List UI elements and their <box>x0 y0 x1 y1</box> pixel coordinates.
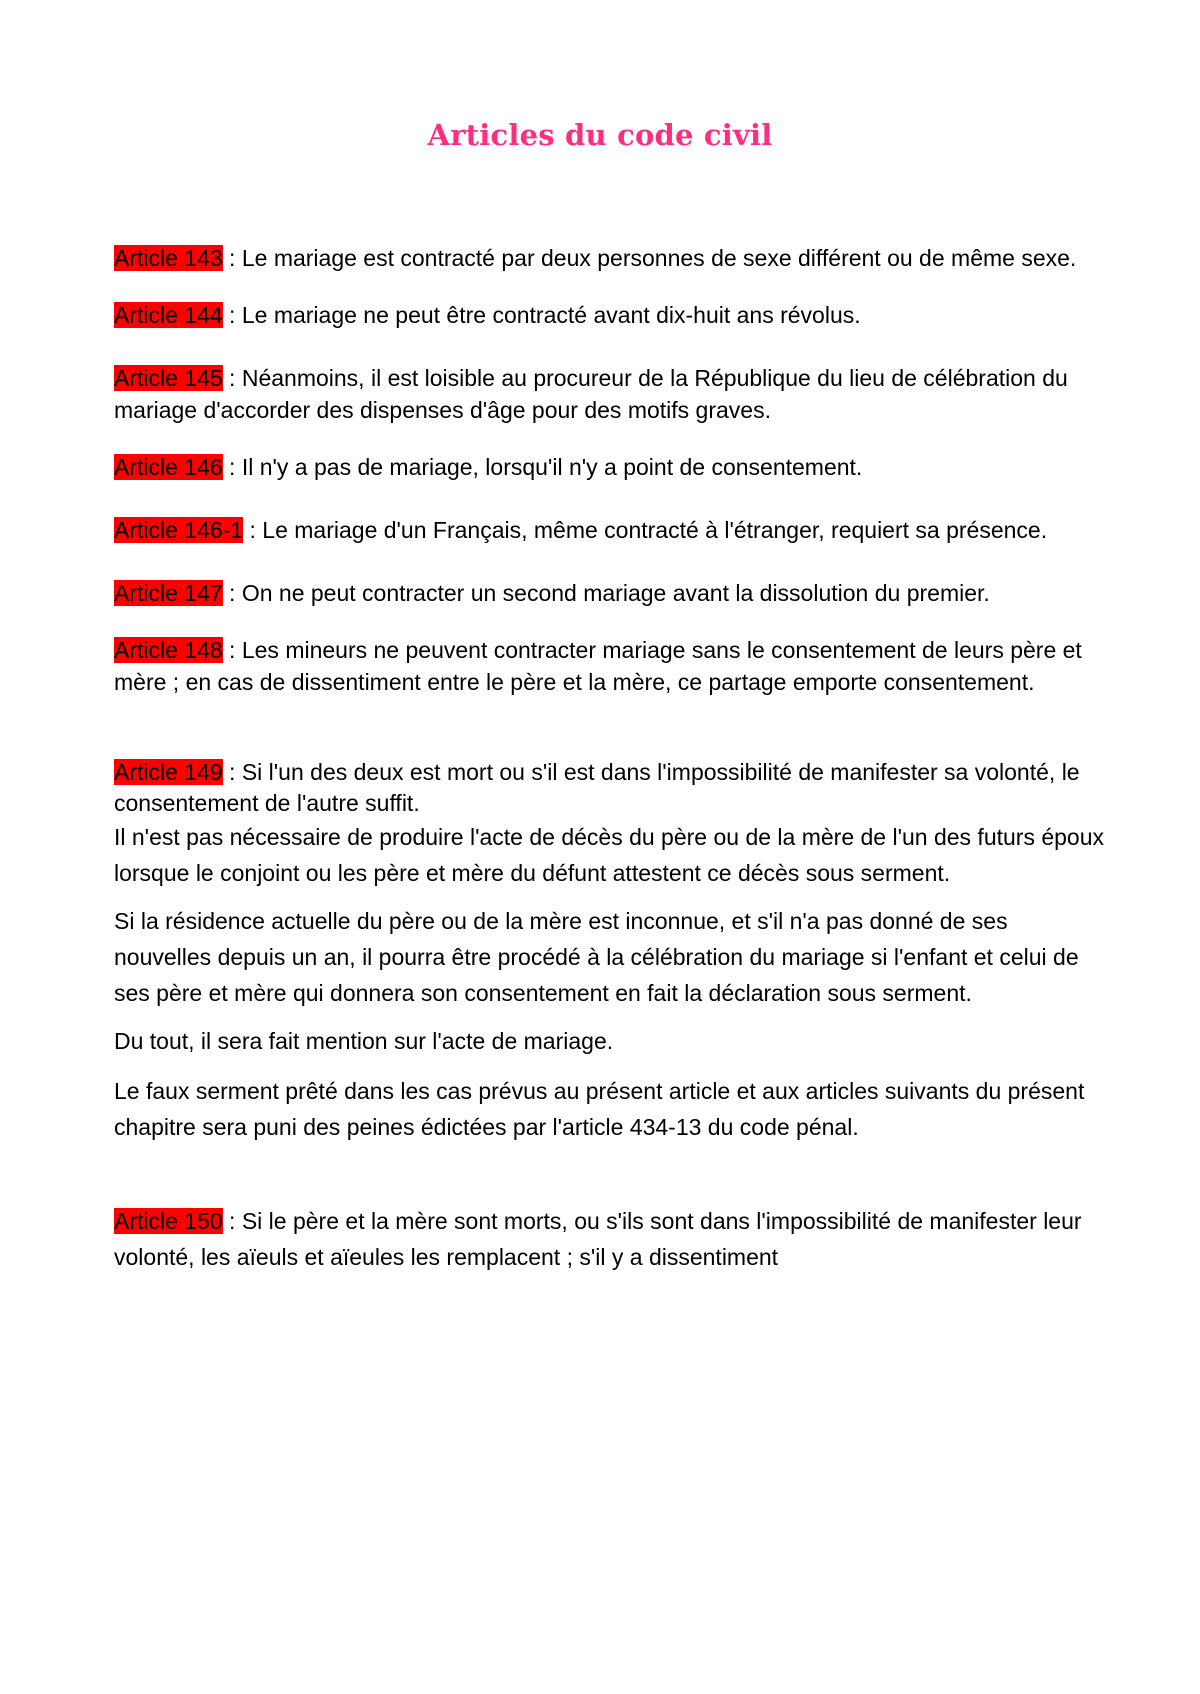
article-149-paragraph: Le faux serment prêté dans les cas prévus au présent article et aux articles suivants du présent chapitre sera puni des peines édictées par l'article 434-13 du code pénal. <box>114 1078 1085 1140</box>
article-label: Article 150 <box>114 1208 223 1234</box>
article-text: : Si l'un des deux est mort ou s'il est dans l'impossibilité de manifester sa volonté, le consentement de l'autre suffit. <box>114 759 1080 816</box>
article-text: : Le mariage est contracté par deux personnes de sexe différent ou de même sexe. <box>222 245 1077 271</box>
article-label: Article 146-1 <box>114 517 244 543</box>
article-label: Article 148 <box>114 637 223 663</box>
article-149-paragraph: Il n'est pas nécessaire de produire l'acte de décès du père ou de la mère de l'un des futurs époux lorsque le conjoint ou les père et mère du défunt attestent ce décès sous serment. <box>114 824 1105 886</box>
article-146-1 <box>114 514 1104 546</box>
article-label: Article 143 <box>114 245 223 271</box>
article-text: : Néanmoins, il est loisible au procureur de la République du lieu de célébration du mariage d'accorder des dispenses d'âge pour des motifs graves. <box>114 365 1068 423</box>
page-title: Articles du code civil <box>427 118 773 152</box>
article-text: : Si le père et la mère sont morts, ou s'ils sont dans l'impossibilité de manifester leur volonté, les aïeuls et aïeules les remplacent ; s'il y a dissentiment <box>114 1208 1082 1270</box>
article-label: Article 145 <box>114 365 223 391</box>
article-150 <box>114 1203 1104 1275</box>
article-text: : On ne peut contracter un second mariage avant la dissolution du premier. <box>222 580 990 606</box>
article-text: : Les mineurs ne peuvent contracter mariage sans le consentement de leurs père et mère ; en cas de dissentiment entre le père et la mère, ce partage emporte consentement. <box>114 637 1082 695</box>
article-149-paragraph: Si la résidence actuelle du père ou de la mère est inconnue, et s'il n'a pas donné de ses nouvelles depuis un an, il pourra être procédé à la célébration du mariage si l'enfant et celui de ses père et mère qui donnera son consentement en fait la déclaration sous serment. <box>114 908 1079 1006</box>
article-143 <box>114 242 1104 274</box>
article-145 <box>114 362 1104 426</box>
article-149-paragraph: Du tout, il sera fait mention sur l'acte de mariage. <box>114 1028 614 1054</box>
article-text: : Le mariage d'un Français, même contracté à l'étranger, requiert sa présence. <box>243 517 1048 543</box>
article-label: Article 147 <box>114 580 223 606</box>
article-148 <box>114 634 1104 698</box>
article-text: : Le mariage ne peut être contracté avant dix-huit ans révolus. <box>222 302 861 328</box>
article-149 <box>114 757 1104 819</box>
article-147 <box>114 577 1104 609</box>
article-144 <box>114 299 1104 331</box>
article-label: Article 144 <box>114 302 223 328</box>
article-label: Article 149 <box>114 759 223 785</box>
article-146 <box>114 451 1104 483</box>
article-label: Article 146 <box>114 454 223 480</box>
document-body <box>114 242 1104 1275</box>
article-text: : Il n'y a pas de mariage, lorsqu'il n'y a point de consentement. <box>222 454 863 480</box>
